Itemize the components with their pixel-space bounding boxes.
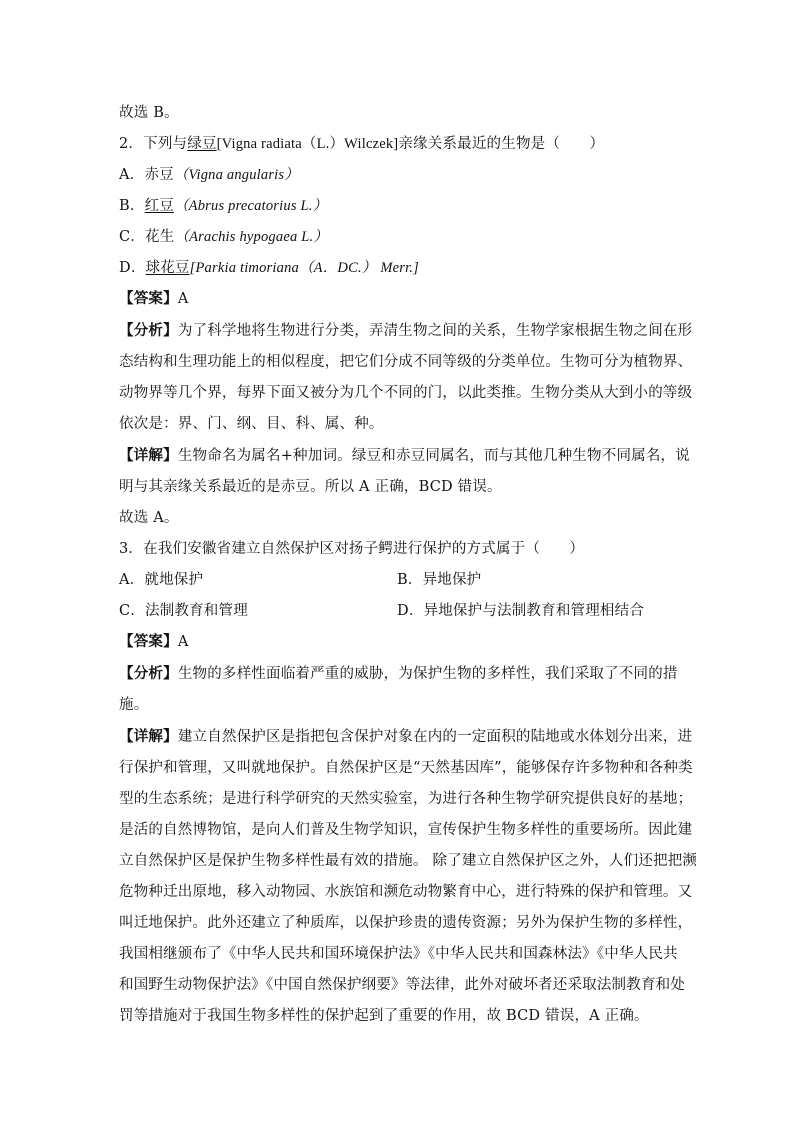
q2-option-d: D．球花豆[Parkia timoriana（A．DC.） Merr.] (119, 260, 419, 276)
q2-detail-line-1: 【详解】生物命名为属名+种加词。绿豆和赤豆同属名，而与其他几种生物不同属名，说 (119, 447, 690, 464)
q3-detail-line-5: 立自然保护区是保护生物多样性最有效的措施。 除了建立自然保护区之外，人们还把把濒 (119, 853, 698, 869)
q3-option-b: B．异地保护 (397, 572, 482, 588)
q2-stem-latin: [Vigna radiata（L.）Wilczek] (216, 136, 399, 152)
q2-analysis-line-2: 态结构和生理功能上的相似程度，把它们分成不同等级的分类单位。生物可分为植物界、 (119, 354, 693, 370)
q3-stem: 3．在我们安徽省建立自然保护区对扬子鳄进行保护的方式属于（ ） (119, 541, 585, 557)
q3-detail-line-10: 罚等措施对于我国生物多样性的保护起到了重要的作用，故 BCD 错误，A 正确。 (119, 1008, 649, 1024)
q3-detail-line-9: 和国野生动物保护法》《中国自然保护纲要》等法律，此外对破坏者还采取法制教育和处 (119, 977, 686, 993)
q1-conclusion: 故选 B。 (119, 105, 179, 121)
q2-answer: 【答案】A (119, 290, 189, 307)
q3-detail-line-7: 叫迁地保护。此外还建立了种质库，以保护珍贵的遗传资源；另外为保护生物的多样性， (119, 915, 693, 931)
q3-detail-line-8: 我国相继颁布了《中华人民共和国环境保护法》《中华人民共和国森林法》《中华人民共 (119, 946, 678, 962)
q3-detail-line-2: 行保护和管理，又叫就地保护。自然保护区是“天然基因库”，能够保存许多物种和各种类 (119, 760, 693, 776)
q3-analysis-line-1: 【分析】生物的多样性面临着严重的威胁，为保护生物的多样性，我们采取了不同的措 (119, 665, 678, 682)
q3-detail-line-6: 危物种迁出原地，移入动物园、水族馆和濒危动物繁育中心，进行特殊的保护和管理。又 (119, 884, 693, 900)
q2-conclusion: 故选 A。 (119, 510, 179, 526)
q2-option-c: C．花生（Arachis hypogaea L.） (119, 229, 329, 245)
q3-detail-line-1: 【详解】建立自然保护区是指把包含保护对象在内的一定面积的陆地或水体划分出来，进 (119, 728, 693, 745)
q2-analysis-line-1: 【分析】为了科学地将生物进行分类，弄清生物之间的关系，生物学家根据生物之间在形 (119, 322, 693, 339)
q3-answer: 【答案】A (119, 633, 189, 650)
q2-analysis-line-3: 动物界等几个界，每界下面又被分为几个不同的门，以此类推。生物分类从大到小的等级 (119, 385, 693, 401)
q2-option-a: A．赤豆（Vigna angularis） (119, 167, 299, 183)
q2-detail-line-2: 明与其亲缘关系最近的是赤豆。所以 A 正确，BCD 错误。 (119, 479, 502, 495)
q2-option-b: B．红豆（Abrus precatorius L.） (119, 198, 328, 214)
q3-option-d: D．异地保护与法制教育和管理相结合 (397, 603, 645, 619)
q3-detail-line-4: 是活的自然博物馆，是向人们普及生物学知识，宣传保护生物多样性的重要场所。因此建 (119, 822, 693, 838)
q2-stem: 2．下列与绿豆[Vigna radiata（L.）Wilczek]亲缘关系最近的生物是（ ） (119, 136, 605, 152)
q3-analysis-line-2: 施。 (119, 697, 149, 713)
q2-analysis-line-4: 依次是：界、门、纲、目、科、属、种。 (119, 416, 384, 432)
q3-option-c: C．法制教育和管理 (119, 603, 248, 619)
q2-stem-term: 绿豆 (187, 136, 217, 152)
q3-option-a: A．就地保护 (119, 572, 204, 588)
q3-detail-line-3: 型的生态系统；是进行科学研究的天然实验室，为进行各种生物学研究提供良好的基地； (119, 791, 693, 807)
